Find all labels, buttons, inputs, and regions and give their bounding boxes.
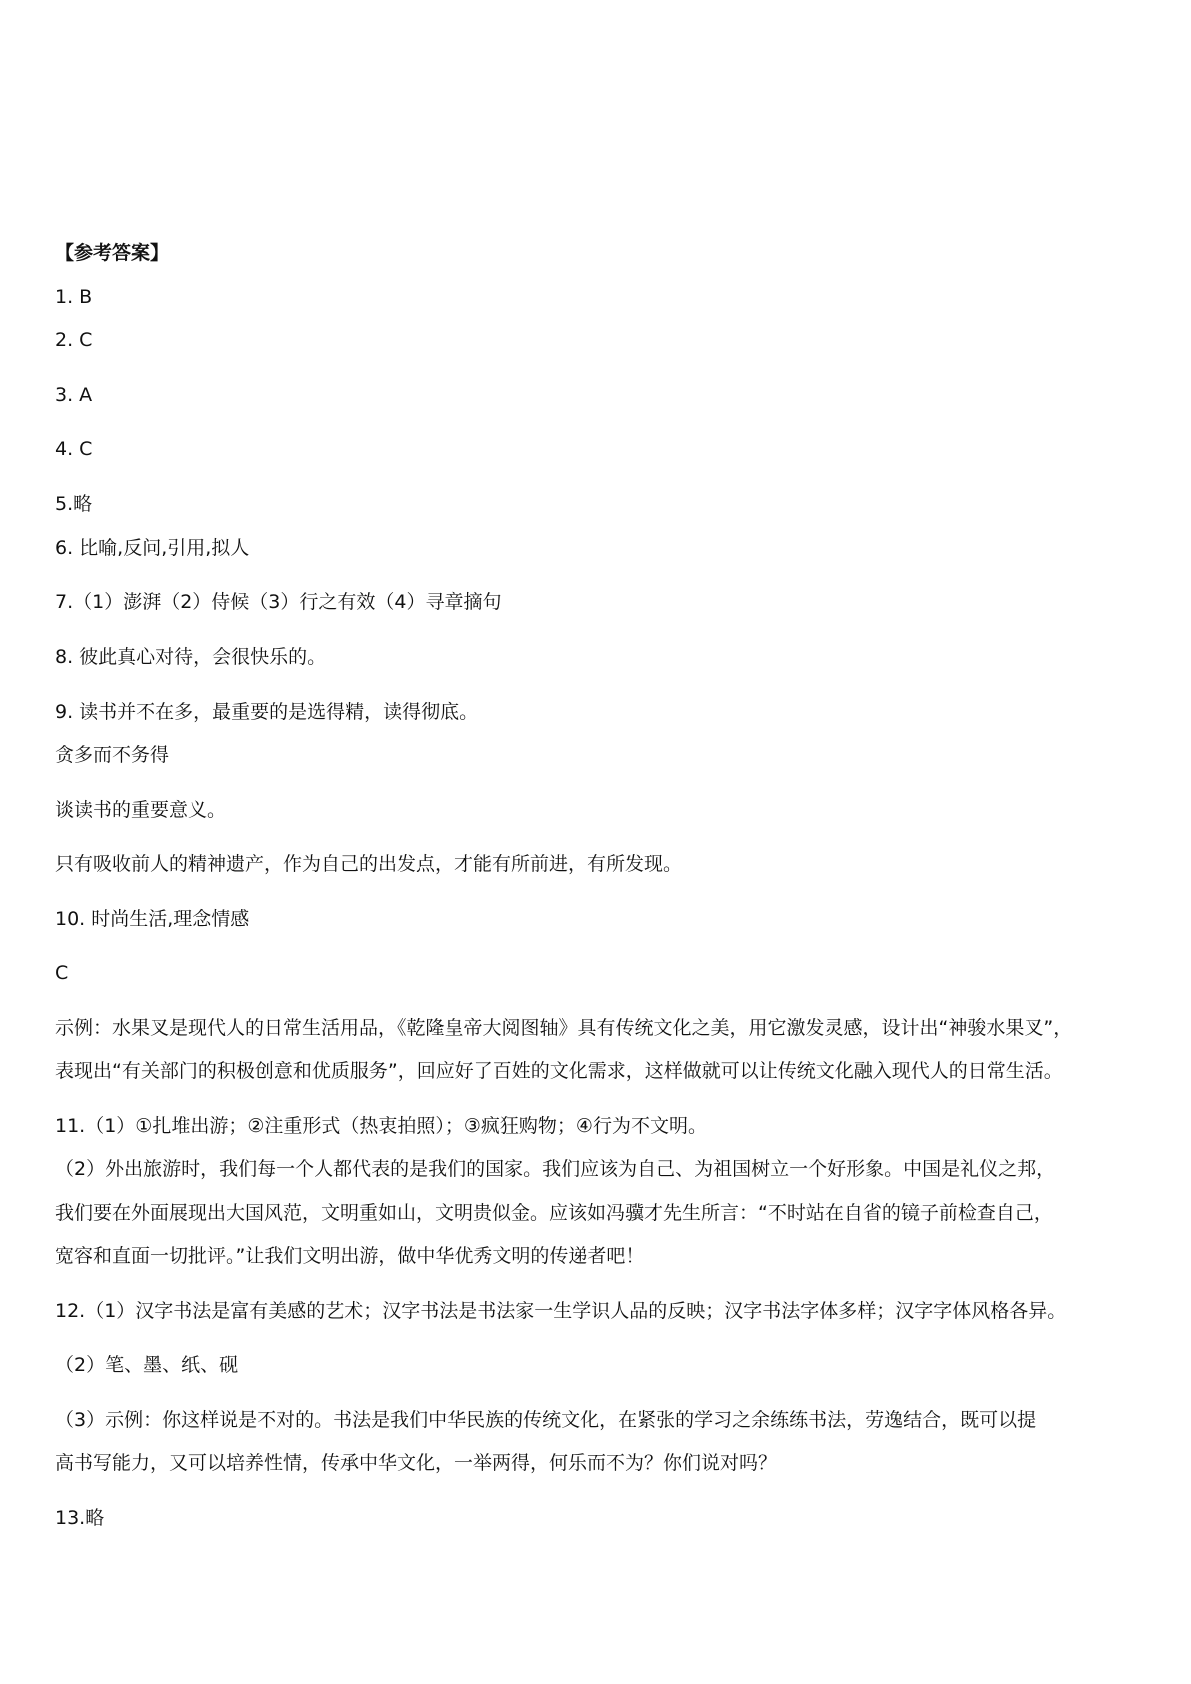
answer-6: 6. 比喻,反问,引用,拟人: [55, 537, 250, 559]
answer-3: 3. A: [55, 384, 93, 406]
answer-2: 2. C: [55, 329, 93, 351]
answer-9-part-4: 只有吸收前人的精神遗产，作为自己的出发点，才能有所前进，有所发现。: [55, 853, 683, 875]
answer-12: 12.（1）汉字书法是富有美感的艺术；汉字书法是书法家一生学识人品的反映；汉字书法字体多样；汉字字体风格各异。: [55, 1300, 1067, 1322]
answer-11-part-2-line-2: 我们要在外面展现出大国风范，文明重如山，文明贵似金。应该如冯骥才先生所言：“不时站在自省的镜子前检查自己，: [55, 1202, 1053, 1224]
answer-10-part-3-line-2: 表现出“有关部门的积极创意和优质服务”，回应好了百姓的文化需求，这样做就可以让传统文化融入现代人的日常生活。: [55, 1060, 1063, 1082]
answer-11-part-2-line-1: （2）外出旅游时，我们每一个人都代表的是我们的国家。我们应该为自己、为祖国树立一个好形象。中国是礼仪之邦，: [55, 1158, 1056, 1180]
answer-12-part-2: （2）笔、墨、纸、砚: [55, 1354, 239, 1376]
answer-key-heading: 【参考答案】: [55, 242, 170, 264]
answer-4: 4. C: [55, 438, 93, 460]
answer-7: 7.（1）澎湃（2）侍候（3）行之有效（4）寻章摘句: [55, 591, 502, 613]
answer-10: 10. 时尚生活,理念情感: [55, 908, 250, 930]
answer-9-part-2: 贪多而不务得: [55, 744, 170, 766]
answer-11: 11.（1）①扎堆出游；②注重形式（热衷拍照）；③疯狂购物；④行为不文明。: [55, 1115, 707, 1137]
answer-11-part-2-line-3: 宽容和直面一切批评。”让我们文明出游，做中华优秀文明的传递者吧！: [55, 1245, 645, 1267]
answer-9-part-3: 谈读书的重要意义。: [55, 799, 227, 821]
answer-12-part-3-line-2: 高书写能力，又可以培养性情，传承中华文化，一举两得，何乐而不为？你们说对吗？: [55, 1452, 778, 1474]
answer-10-part-3-line-1: 示例：水果叉是现代人的日常生活用品，《乾隆皇帝大阅图轴》具有传统文化之美，用它激发灵感，设计出“神骏水果叉”，: [55, 1017, 1073, 1039]
answer-1: 1. B: [55, 286, 93, 308]
answer-13: 13.略: [55, 1507, 105, 1529]
answer-5: 5.略: [55, 493, 93, 515]
answer-8: 8. 彼此真心对待，会很快乐的。: [55, 646, 327, 668]
answer-12-part-3-line-1: （3）示例：你这样说是不对的。书法是我们中华民族的传统文化，在紧张的学习之余练练书法，劳逸结合，既可以提: [55, 1409, 1037, 1431]
answer-9: 9. 读书并不在多，最重要的是选得精，读得彻底。: [55, 701, 479, 723]
answer-10-part-2: C: [55, 962, 69, 984]
